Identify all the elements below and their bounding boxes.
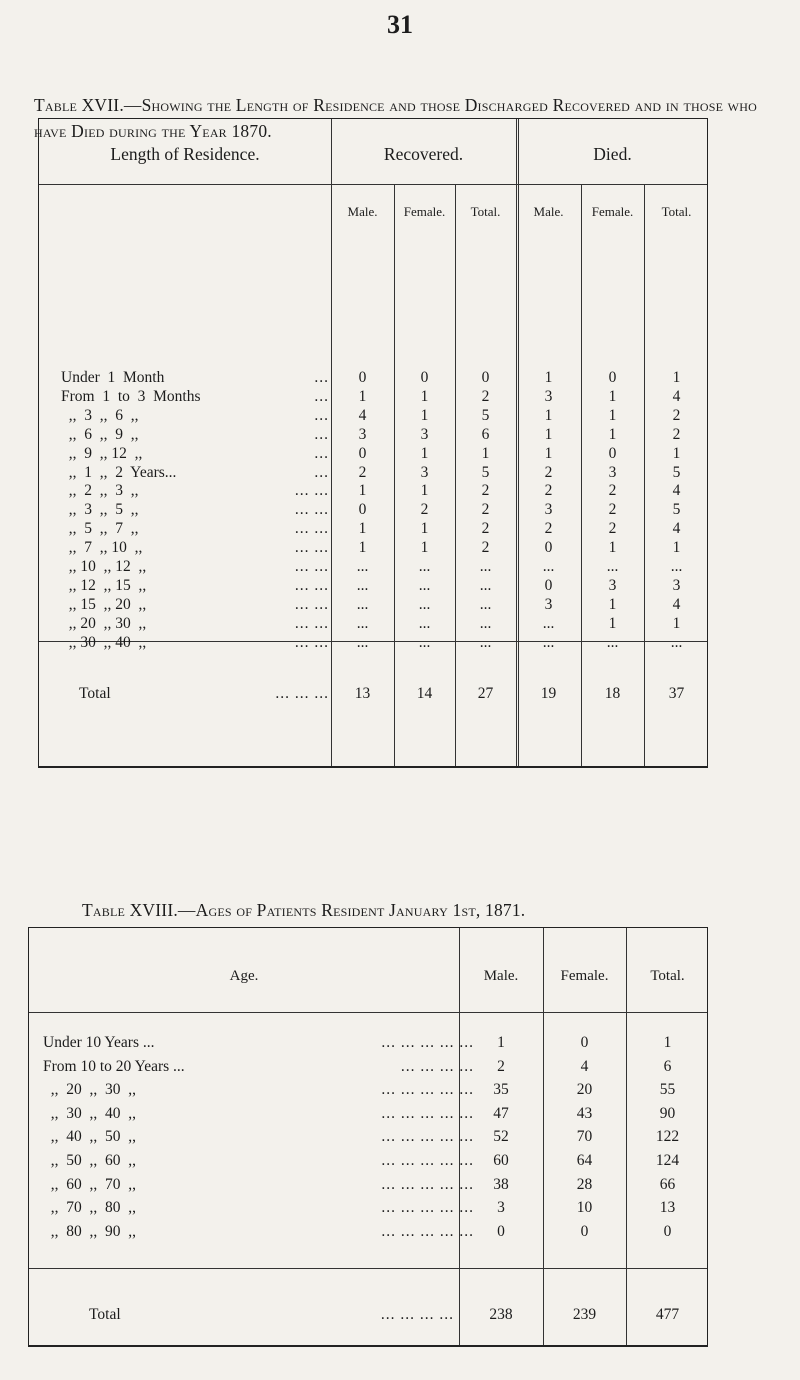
cell: 2 (608, 482, 617, 500)
row-dots: ... (314, 387, 329, 405)
table17-caption-text: Showing the Length of Residence and those Discharged Recovered and in those who have Died during the Year 1870. (34, 95, 757, 141)
total-dots: ... ... ... (275, 685, 329, 702)
table-row (39, 445, 707, 464)
cell: 1 (608, 595, 617, 613)
row-label: ,, 70 ,, 80 ,, (43, 1199, 136, 1217)
cell: 1 (544, 425, 553, 443)
row-dots: ... ... (294, 482, 329, 500)
cell: 5 (672, 463, 681, 481)
row-label: ,, 20 ,, 30 ,, (61, 614, 147, 632)
male-header: Male. (483, 968, 519, 984)
cell: 4 (672, 482, 681, 500)
table-row (39, 388, 707, 407)
cell: ... (479, 595, 492, 613)
table-row (29, 1055, 707, 1079)
cell: 1 (672, 614, 681, 632)
cell: 1 (544, 444, 553, 462)
row-label: ,, 20 ,, 30 ,, (43, 1081, 136, 1099)
table-row (29, 1149, 707, 1173)
cell: 1 (358, 482, 367, 500)
cell: 10 (576, 1199, 593, 1217)
cell: 43 (576, 1104, 593, 1122)
row-dots: ... (314, 425, 329, 443)
cell: 4 (358, 406, 367, 424)
cell: ... (670, 558, 683, 575)
row-label: ,, 3 ,, 6 ,, (61, 406, 139, 424)
table-row (39, 596, 707, 615)
row-dots: ... ... (294, 576, 329, 594)
cell: 2 (544, 520, 553, 538)
cell: 2 (358, 463, 367, 481)
table-row (39, 407, 707, 426)
female-header: Female. (560, 968, 609, 984)
cell: 64 (576, 1152, 593, 1169)
cell: ... (606, 558, 619, 575)
cell: ... (542, 614, 555, 632)
cell: 47 (493, 1104, 509, 1122)
cell: 28 (576, 1175, 593, 1193)
table-row (39, 369, 707, 388)
cell: 1 (608, 387, 617, 405)
cell: 52 (493, 1128, 509, 1146)
cell: ... (356, 558, 369, 575)
row-label: Under 10 Years ... (43, 1034, 155, 1051)
cell: 4 (672, 595, 681, 613)
cell: 0 (497, 1222, 505, 1240)
cell: 1 (358, 520, 367, 538)
cell: ... (356, 595, 369, 613)
row-dots: ... ... (294, 595, 329, 613)
cell: 60 (493, 1152, 509, 1169)
cell: 55 (659, 1081, 676, 1099)
cell: 38 (493, 1175, 509, 1193)
cell: 1 (672, 539, 681, 557)
cell: 1 (497, 1034, 505, 1051)
row-label: ,, 40 ,, 50 ,, (43, 1128, 136, 1146)
cell: 3 (358, 425, 367, 443)
died-total-header: Total. (661, 204, 692, 219)
cell: ... (356, 576, 369, 594)
row-label: ,, 6 ,, 9 ,, (61, 425, 139, 443)
cell: 2 (672, 406, 681, 424)
table-row (29, 1102, 707, 1126)
row-label: ,, 30 ,, 40 ,, (43, 1104, 136, 1122)
cell: 18 (604, 685, 621, 702)
row-label: ,, 30 ,, 40 ,, (61, 633, 147, 651)
row-label: ,, 9 ,, 12 ,, (61, 444, 143, 462)
row-dots: ... ... ... ... ... (381, 1081, 474, 1099)
cell: 0 (544, 539, 553, 557)
table-row (39, 539, 707, 558)
recovered-male-header: Male. (347, 204, 378, 219)
table17-caption-prefix: Table XVII.— (34, 95, 142, 115)
cell: 6 (663, 1057, 672, 1075)
cell: 13 (659, 1199, 676, 1217)
cell: ... (479, 633, 492, 651)
cell: 14 (416, 685, 433, 702)
table-row (29, 1220, 707, 1244)
table-row (29, 1196, 707, 1220)
cell: 4 (580, 1057, 589, 1075)
cell: 1 (544, 369, 553, 386)
row-dots: ... ... (294, 614, 329, 632)
cell: 2 (608, 501, 617, 519)
cell: 5 (481, 406, 490, 424)
cell: ... (670, 633, 683, 651)
cell: 5 (672, 501, 681, 519)
cell: ... (542, 633, 555, 651)
table-row (29, 1173, 707, 1197)
cell: 2 (481, 520, 490, 538)
table-xvii (38, 118, 708, 768)
cell: 1 (481, 444, 490, 462)
row-label: ,, 80 ,, 90 ,, (43, 1222, 136, 1240)
cell: 2 (420, 501, 429, 519)
cell: 1 (420, 406, 429, 424)
row-dots: ... ... ... ... ... (381, 1175, 474, 1193)
row-dots: ... (314, 463, 329, 481)
cell: 1 (608, 614, 617, 632)
cell: 3 (544, 387, 553, 405)
recovered-header: Recovered. (383, 144, 464, 164)
row-label: ,, 50 ,, 60 ,, (43, 1152, 136, 1169)
total-header: Total. (650, 968, 685, 984)
table-row (29, 1078, 707, 1102)
cell: 1 (358, 539, 367, 557)
row-label: ,, 7 ,, 10 ,, (61, 539, 143, 557)
cell: 1 (663, 1034, 672, 1051)
cell: 0 (358, 501, 367, 519)
cell: ... (418, 614, 431, 632)
row-dots: ... ... ... ... ... (381, 1199, 474, 1217)
cell: 1 (544, 406, 553, 424)
cell: 1 (420, 387, 429, 405)
row-dots: ... ... (294, 539, 329, 557)
cell: 2 (544, 463, 553, 481)
cell: 2 (481, 539, 490, 557)
table-row (39, 482, 707, 501)
cell: ... (542, 558, 555, 575)
table18-caption (82, 897, 800, 923)
cell: 239 (572, 1306, 597, 1323)
cell: 122 (655, 1128, 680, 1146)
row-dots: ... ... ... ... ... (381, 1128, 474, 1146)
row-label: From 10 to 20 Years ... (43, 1057, 185, 1075)
cell: 6 (481, 425, 490, 443)
cell: 66 (659, 1175, 676, 1193)
total-label: Total (89, 1306, 121, 1323)
cell: 4 (672, 387, 681, 405)
cell: 0 (481, 369, 490, 386)
died-male-header: Male. (533, 204, 564, 219)
cell: 2 (672, 425, 681, 443)
cell: 5 (481, 463, 490, 481)
cell: ... (356, 614, 369, 632)
table-row (29, 1125, 707, 1149)
cell: 4 (672, 520, 681, 538)
row-dots: ... ... (294, 520, 329, 538)
row-dots: ... ... ... ... ... (381, 1152, 474, 1169)
cell: 20 (576, 1081, 593, 1099)
cell: 1 (672, 369, 681, 386)
cell: 3 (544, 595, 553, 613)
row-dots: ... ... (294, 558, 329, 575)
cell: 0 (420, 369, 429, 386)
cell: 3 (497, 1199, 505, 1217)
row-label: ,, 2 ,, 3 ,, (61, 482, 139, 500)
cell: 90 (659, 1104, 676, 1122)
cell: 3 (608, 576, 617, 594)
table-row (39, 464, 707, 483)
row-label: ,, 3 ,, 5 ,, (61, 501, 139, 519)
cell: 238 (489, 1306, 513, 1323)
cell: 2 (481, 482, 490, 500)
cell: 1 (420, 482, 429, 500)
died-female-header: Female. (591, 204, 634, 219)
row-label: ,, 10 ,, 12 ,, (61, 558, 147, 575)
table-row (29, 1031, 707, 1055)
row-dots: ... ... ... ... ... (381, 1222, 474, 1240)
cell: 1 (420, 444, 429, 462)
cell: 35 (493, 1081, 509, 1099)
row-label: ,, 60 ,, 70 ,, (43, 1175, 136, 1193)
row-dots: ... ... ... ... ... (381, 1104, 474, 1122)
cell: ... (479, 576, 492, 594)
row-dots: ... ... ... ... (400, 1057, 474, 1075)
table18-caption-text: Ages of Patients Resident January 1st, 1871. (195, 900, 526, 920)
cell: 27 (477, 685, 494, 702)
recovered-female-header: Female. (403, 204, 446, 219)
row-label: ,, 12 ,, 15 ,, (61, 576, 147, 594)
cell: ... (606, 633, 619, 651)
row-label: From 1 to 3 Months (61, 387, 201, 405)
cell: 0 (580, 1034, 589, 1051)
cell: 1 (358, 387, 367, 405)
row-dots: ... ... ... ... ... (381, 1034, 474, 1051)
cell: 3 (672, 576, 681, 594)
cell: ... (418, 558, 431, 575)
table-xviii (28, 927, 708, 1347)
row-label: ,, 1 ,, 2 Years... (61, 463, 177, 481)
cell: 3 (608, 463, 617, 481)
length-of-residence-header: Length of Residence. (110, 144, 260, 164)
total-label: Total (79, 685, 111, 702)
table-row (39, 520, 707, 539)
cell: 124 (655, 1152, 680, 1169)
table17-total-row (39, 685, 707, 704)
table-row (39, 615, 707, 634)
cell: 477 (655, 1306, 680, 1323)
page-number: 31 (387, 10, 413, 39)
cell: 3 (420, 425, 429, 443)
cell: 0 (608, 444, 617, 462)
recovered-total-header: Total. (470, 204, 501, 219)
row-label: ,, 15 ,, 20 ,, (61, 595, 147, 613)
cell: 37 (668, 685, 685, 702)
cell: 0 (663, 1222, 672, 1240)
cell: ... (418, 595, 431, 613)
cell: ... (418, 576, 431, 594)
row-dots: ... ... (294, 501, 329, 519)
age-header: Age. (229, 968, 259, 984)
row-dots: ... (314, 444, 329, 462)
row-dots: ... (314, 369, 329, 386)
row-dots: ... ... (294, 633, 329, 651)
cell: 19 (540, 685, 557, 702)
cell: 2 (608, 520, 617, 538)
table18-caption-prefix: Table XVIII.— (82, 900, 196, 920)
cell: ... (356, 633, 369, 651)
table-row (39, 426, 707, 445)
cell: 13 (354, 685, 371, 702)
cell: 1 (420, 520, 429, 538)
cell: 1 (608, 425, 617, 443)
cell: 1 (608, 539, 617, 557)
cell: 2 (544, 482, 553, 500)
cell: 0 (580, 1222, 589, 1240)
cell: 1 (672, 444, 681, 462)
table-row (39, 501, 707, 520)
cell: 70 (576, 1128, 593, 1146)
cell: 1 (420, 539, 429, 557)
cell: 2 (481, 387, 490, 405)
cell: ... (418, 633, 431, 651)
died-header: Died. (593, 144, 632, 164)
cell: 0 (544, 576, 553, 594)
table-row (39, 634, 707, 653)
cell: ... (479, 614, 492, 632)
table18-total-row (29, 1303, 707, 1327)
cell: 3 (420, 463, 429, 481)
total-dots: ... ... ... ... (380, 1306, 454, 1323)
cell: 0 (358, 369, 367, 386)
table-row (39, 577, 707, 596)
row-dots: ... (314, 406, 329, 424)
cell: ... (479, 558, 492, 575)
cell: 3 (544, 501, 553, 519)
cell: 0 (358, 444, 367, 462)
table-row (39, 558, 707, 577)
row-label: Under 1 Month (61, 369, 165, 386)
cell: 2 (497, 1057, 505, 1075)
cell: 2 (481, 501, 490, 519)
cell: 0 (608, 369, 617, 386)
cell: 1 (608, 406, 617, 424)
row-label: ,, 5 ,, 7 ,, (61, 520, 139, 538)
